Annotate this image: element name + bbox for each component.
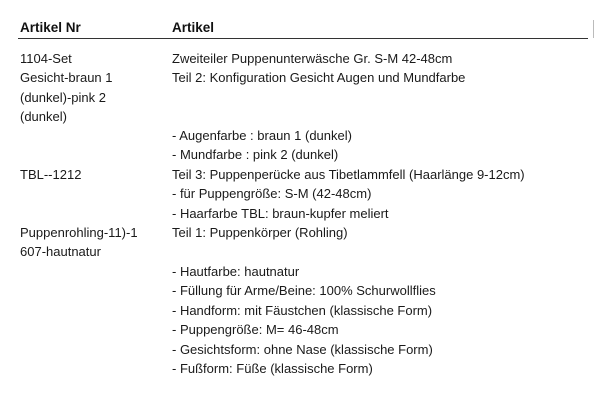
article-description-line: - Haarfarbe TBL: braun-kupfer meliert bbox=[172, 205, 389, 221]
article-description-line: - Fußform: Füße (klassische Form) bbox=[172, 361, 373, 376]
article-description-line: Zweiteiler Puppenunterwäsche Gr. S-M 42-48cm bbox=[172, 51, 453, 66]
article-description-line: - Mundfarbe : pink 2 (dunkel) bbox=[172, 147, 339, 163]
article-description-line: Teil 2: Konfiguration Gesicht Augen und Mundfarbe bbox=[172, 70, 466, 86]
article-description-line: Teil 1: Puppenkörper (Rohling) bbox=[172, 225, 348, 240]
article-number-line: (dunkel)-pink 2 bbox=[20, 89, 106, 105]
header-divider bbox=[18, 38, 588, 39]
article-number-line: Gesicht-braun 1 bbox=[20, 70, 113, 86]
table-edge-line bbox=[593, 20, 594, 38]
article-description-line: - Hautfarbe: hautnatur bbox=[172, 264, 300, 279]
article-description-line: - Handform: mit Fäustchen (klassische Form) bbox=[172, 302, 433, 318]
article-number-line: Puppenrohling-11)-1 bbox=[20, 225, 138, 240]
article-description-line: - Puppengröße: M= 46-48cm bbox=[172, 322, 339, 338]
article-description-line: - Füllung für Arme/Beine: 100% Schurwollflies bbox=[172, 283, 436, 299]
article-description-line: - Gesichtsform: ohne Nase (klassische Form) bbox=[172, 341, 433, 357]
column-header-article: Artikel bbox=[172, 20, 215, 35]
article-number-line: TBL--1212 bbox=[20, 167, 82, 182]
column-header-article-number: Artikel Nr bbox=[20, 20, 81, 35]
article-description-line: Teil 3: Puppenperücke aus Tibetlammfell (Haarlänge 9-12cm) bbox=[172, 167, 525, 182]
article-description-line: - Augenfarbe : braun 1 (dunkel) bbox=[172, 128, 352, 143]
article-number-line: 1104-Set bbox=[20, 51, 72, 66]
article-number-line: (dunkel) bbox=[20, 109, 67, 125]
article-number-line: 607-hautnatur bbox=[20, 244, 101, 260]
article-description-line: - für Puppengröße: S-M (42-48cm) bbox=[172, 186, 372, 202]
